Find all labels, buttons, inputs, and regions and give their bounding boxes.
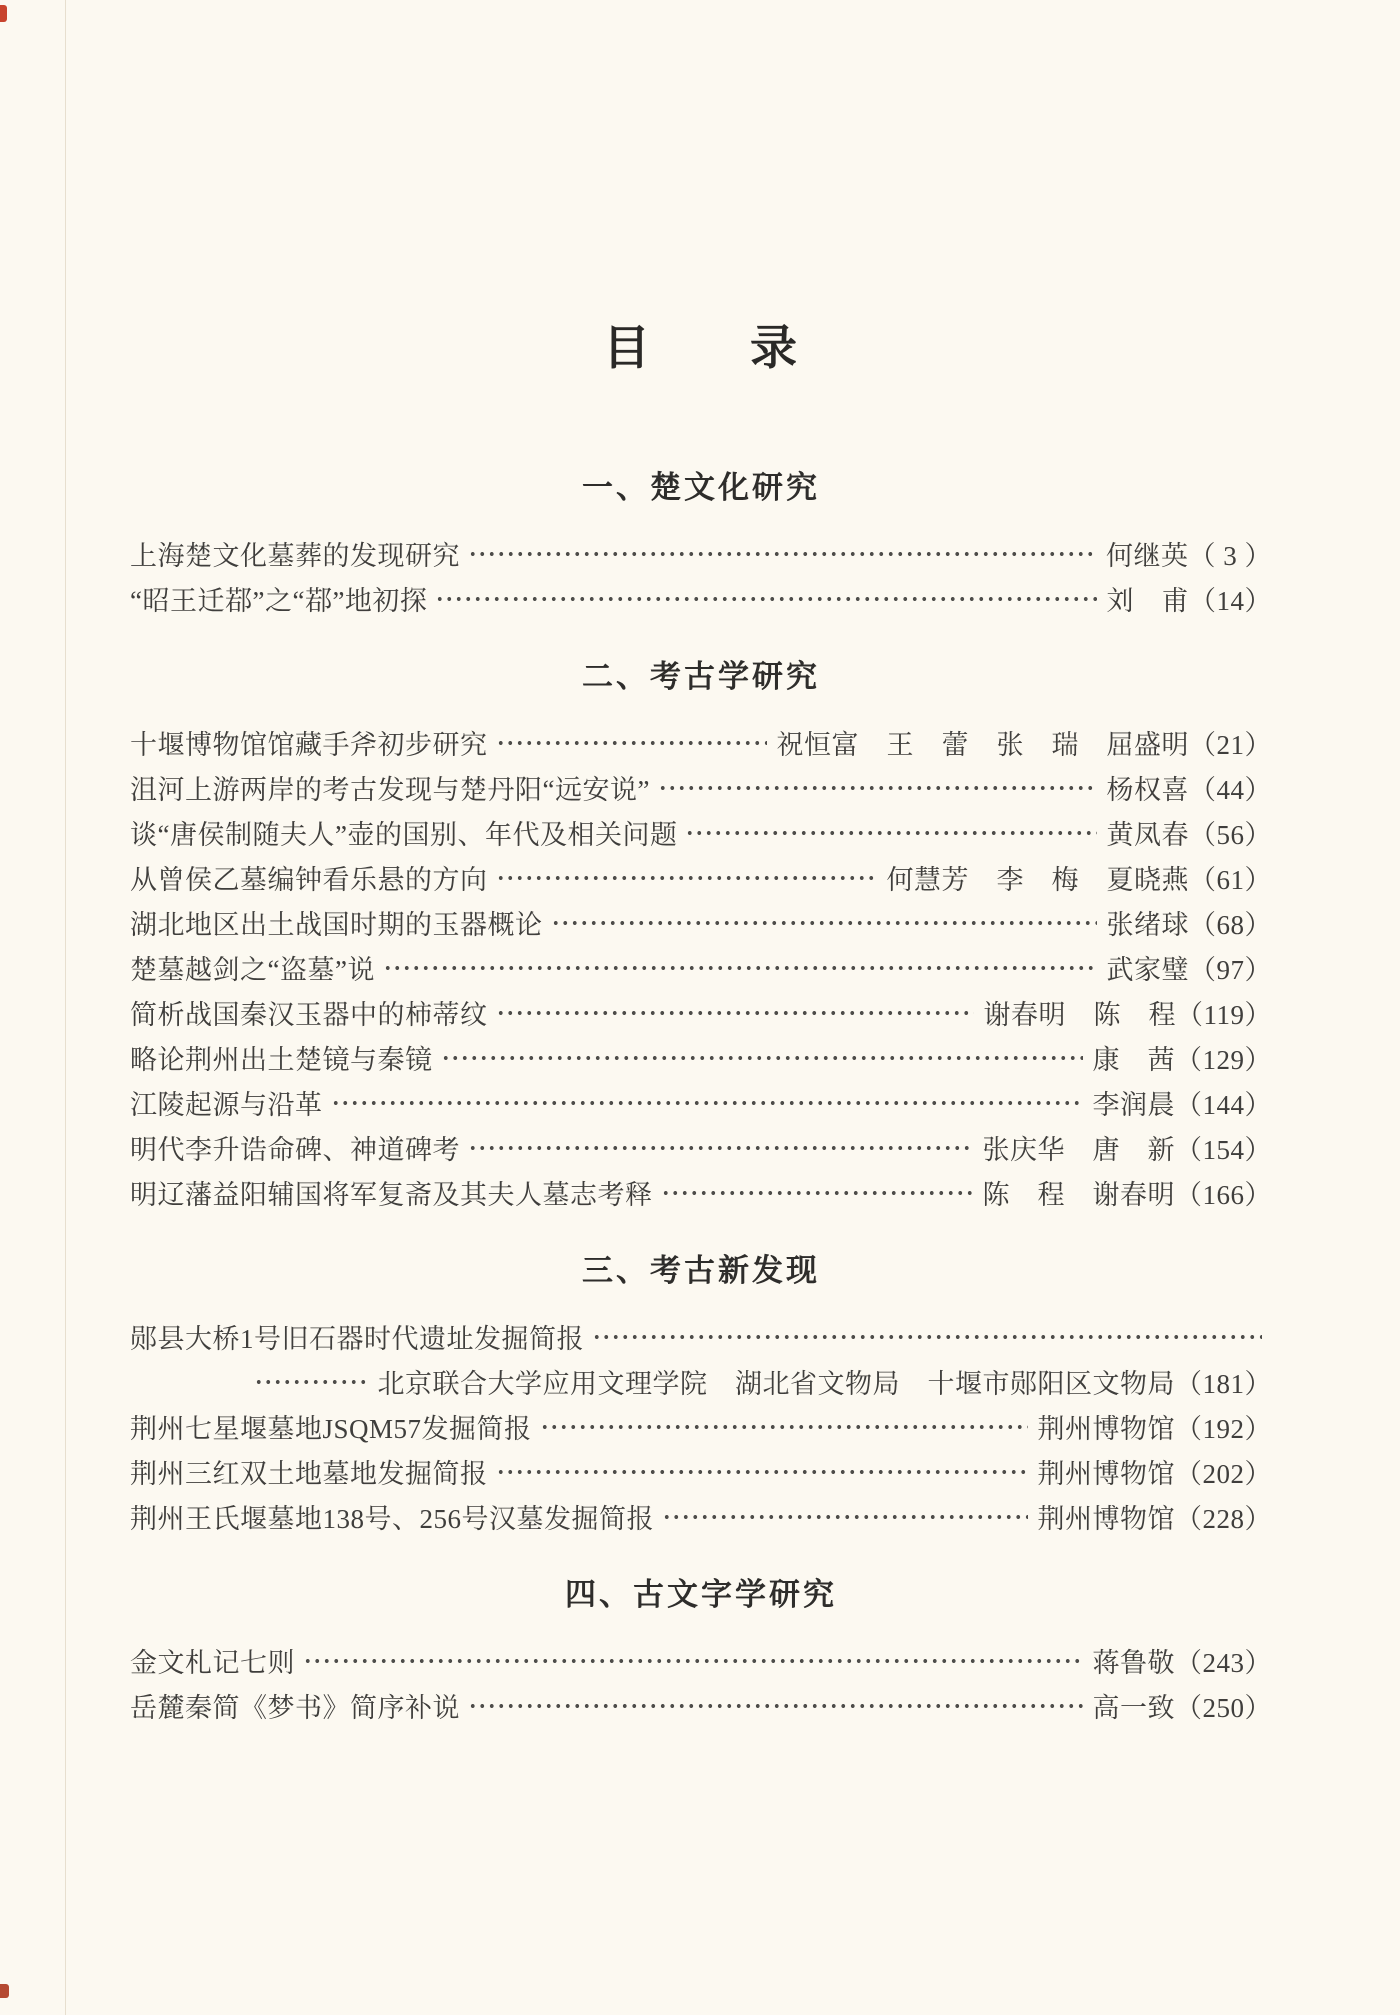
dot-leader [658, 765, 1097, 810]
toc-entry-row [130, 576, 1272, 621]
section-entries [130, 1314, 1272, 1539]
entry-authors: 康 茜 [1092, 1045, 1175, 1075]
entry-page: （181） [1175, 1369, 1272, 1399]
page-title: 目 录 [603, 323, 799, 375]
toc-sections [130, 468, 1272, 1728]
dot-leader [661, 1170, 973, 1215]
entry-authors: 谢春明 陈 程 [983, 1000, 1176, 1030]
dot-leader [468, 531, 1096, 576]
entry-title: 楚墓越剑之“盗墓”说 [130, 955, 375, 985]
entry-authors: 祝恒富 王 蕾 张 瑞 屈盛明 [776, 730, 1189, 760]
entry-title: 沮河上游两岸的考古发现与楚丹阳“远安说” [130, 775, 650, 805]
toc-entry-row [130, 1035, 1272, 1080]
entry-title: 明辽藩益阳辅国将军复斋及其夫人墓志考释 [130, 1180, 653, 1210]
page-edge-line [65, 0, 66, 2015]
toc-entry-row [130, 1449, 1272, 1494]
dot-leader [303, 1638, 1083, 1683]
section-entries [130, 1638, 1272, 1728]
entry-title: 金文札记七则 [130, 1648, 295, 1678]
scan-artifact-bottom [0, 1984, 9, 1998]
toc-entry-row [130, 990, 1272, 1035]
entry-page: （21） [1189, 730, 1272, 760]
entry-title: 简析战国秦汉玉器中的柿蒂纹 [130, 1000, 488, 1030]
section-header: 四、古文字学研究 [565, 1577, 837, 1612]
toc-entry-row [130, 1683, 1272, 1728]
dot-leader [551, 900, 1097, 945]
toc-entry-row [130, 1080, 1272, 1125]
toc-entry-row [130, 810, 1272, 855]
entry-title: 荆州三红双土地墓地发掘简报 [130, 1459, 488, 1489]
entry-title: 明代李升诰命碑、神道碑考 [130, 1135, 460, 1165]
entry-page: （ 3 ） [1188, 541, 1272, 571]
toc-entry-row [130, 720, 1272, 765]
entry-authors: 何继英 [1106, 541, 1189, 571]
entry-page: （144） [1175, 1090, 1272, 1120]
entry-page: （166） [1175, 1180, 1272, 1210]
entry-title: 上海楚文化墓葬的发现研究 [130, 541, 460, 571]
toc-entry-row [130, 1638, 1272, 1683]
section-header: 二、考古学研究 [582, 659, 820, 694]
dot-leader [662, 1494, 1028, 1539]
entry-page: （250） [1175, 1693, 1272, 1723]
entry-authors: 李润晨 [1092, 1090, 1175, 1120]
entry-title: “昭王迁鄀”之“鄀”地初探 [130, 586, 428, 616]
toc-entry-row [130, 900, 1272, 945]
entry-authors: 高一致 [1092, 1693, 1175, 1723]
dot-leader [383, 945, 1097, 990]
entry-title: 湖北地区出土战国时期的玉器概论 [130, 910, 543, 940]
dot-leader [496, 990, 974, 1035]
toc-entry-row [130, 945, 1272, 990]
entry-page: （192） [1175, 1414, 1272, 1444]
dot-leader [435, 576, 1096, 621]
toc-entry-row [130, 1125, 1272, 1170]
toc-page [130, 0, 1272, 1728]
entry-authors: 何慧芳 李 梅 夏晓燕 [886, 865, 1189, 895]
entry-authors: 荆州博物馆 [1037, 1504, 1175, 1534]
dot-leader [592, 1314, 1262, 1359]
entry-authors: 蒋鲁敬 [1092, 1648, 1175, 1678]
entry-page: （119） [1176, 1000, 1272, 1030]
entry-title: 郧县大桥1号旧石器时代遗址发掘简报 [130, 1324, 584, 1354]
entry-title: 荆州王氏堰墓地138号、256号汉墓发掘简报 [130, 1504, 654, 1534]
section-header: 三、考古新发现 [582, 1253, 820, 1288]
entry-page: （97） [1189, 955, 1272, 985]
entry-page: （68） [1189, 910, 1272, 940]
entry-authors: 张庆华 唐 新 [982, 1135, 1175, 1165]
entry-page: （61） [1189, 865, 1272, 895]
entry-title: 荆州七星堰墓地JSQM57发掘简报 [130, 1414, 532, 1444]
toc-entry-row [130, 855, 1272, 900]
entry-authors: 荆州博物馆 [1037, 1459, 1175, 1489]
entry-authors: 陈 程 谢春明 [982, 1180, 1175, 1210]
entry-title: 十堰博物馆馆藏手斧初步研究 [130, 730, 488, 760]
entry-page: （44） [1189, 775, 1272, 805]
entry-authors: 杨权喜 [1106, 775, 1189, 805]
scan-artifact-top [0, 5, 7, 22]
entry-page: （154） [1175, 1135, 1272, 1165]
toc-entry-wrap-row [130, 1359, 1272, 1404]
dot-leader [468, 1125, 973, 1170]
entry-authors: 北京联合大学应用文理学院 湖北省文物局 十堰市郧阳区文物局 [377, 1369, 1175, 1399]
dot-leader [496, 855, 877, 900]
dot-leader [441, 1035, 1083, 1080]
toc-entry-row [130, 1404, 1272, 1449]
toc-entry-row [130, 531, 1272, 576]
entry-title: 江陵起源与沿革 [130, 1090, 323, 1120]
entry-title: 岳麓秦简《梦书》简序补说 [130, 1693, 460, 1723]
toc-entry-row [130, 1170, 1272, 1215]
entry-title: 略论荆州出土楚镜与秦镜 [130, 1045, 433, 1075]
entry-authors: 刘 甫 [1106, 586, 1189, 616]
entry-page: （14） [1189, 586, 1272, 616]
entry-page: （129） [1175, 1045, 1272, 1075]
entry-page: （56） [1189, 820, 1272, 850]
toc-entry-row [130, 1314, 1272, 1359]
dot-leader [685, 810, 1096, 855]
entry-authors: 黄凤春 [1106, 820, 1189, 850]
dot-leader [496, 1449, 1028, 1494]
entry-page: （202） [1175, 1459, 1272, 1489]
section-entries [130, 720, 1272, 1215]
dot-leader [496, 720, 767, 765]
entry-title: 从曾侯乙墓编钟看乐悬的方向 [130, 865, 488, 895]
dot-leader [468, 1683, 1083, 1728]
section-header: 一、楚文化研究 [582, 470, 820, 505]
entry-authors: 荆州博物馆 [1037, 1414, 1175, 1444]
section-entries [130, 531, 1272, 621]
dot-leader [331, 1080, 1083, 1125]
entry-title: 谈“唐侯制随夫人”壶的国别、年代及相关问题 [130, 820, 678, 850]
entry-authors: 张绪球 [1106, 910, 1189, 940]
dot-leader [254, 1359, 366, 1404]
entry-page: （243） [1175, 1648, 1272, 1678]
dot-leader [540, 1404, 1028, 1449]
toc-entry-row [130, 1494, 1272, 1539]
entry-page: （228） [1175, 1504, 1272, 1534]
entry-authors: 武家璧 [1106, 955, 1189, 985]
toc-entry-row [130, 765, 1272, 810]
